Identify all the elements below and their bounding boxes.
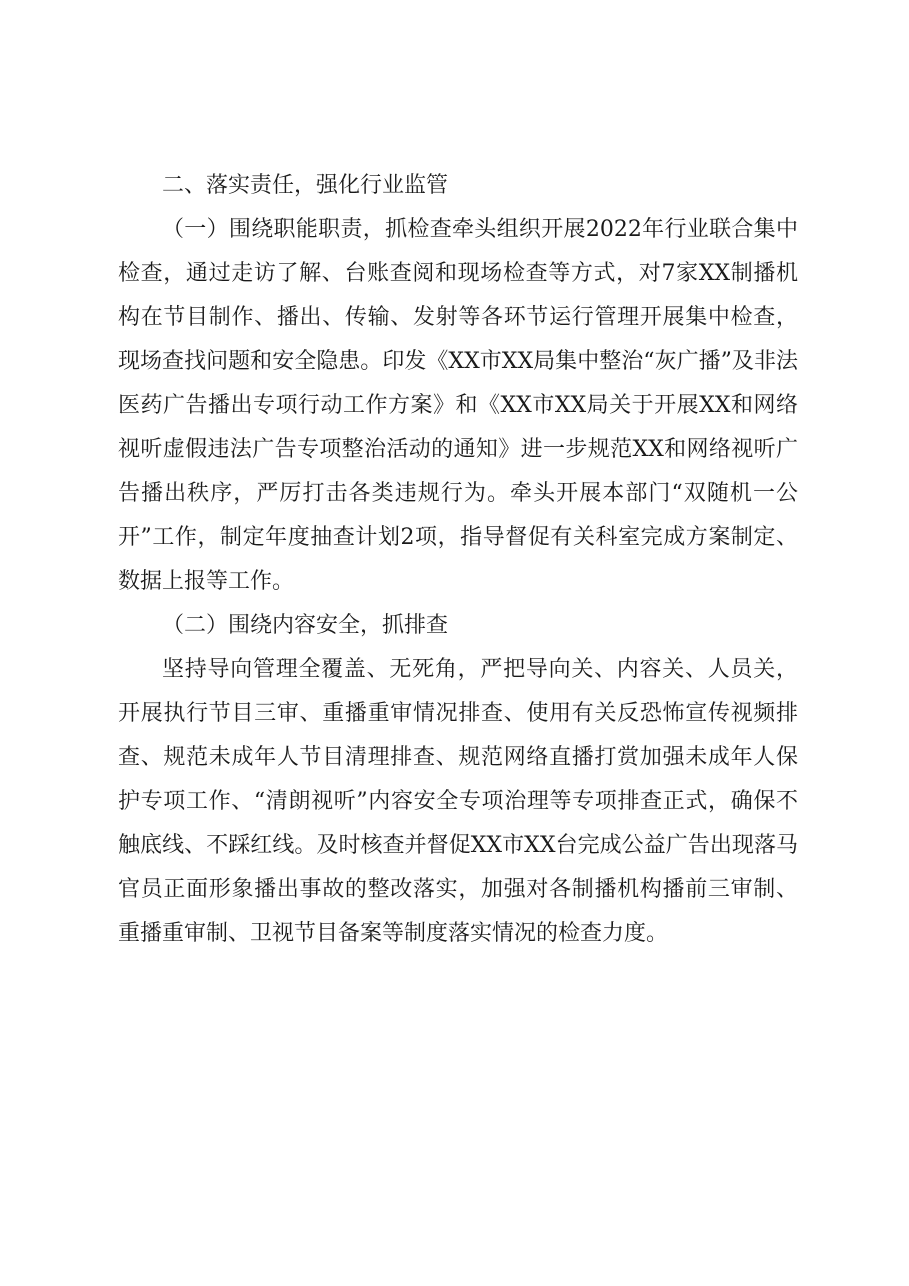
document-body xyxy=(118,164,798,956)
paragraph-content-safety: 坚持导向管理全覆盖、无死角，严把导向关、内容关、人员关，开展执行节目三审、重播重审情况排查、使用有关反恐怖宣传视频排查、规范未成年人节目清理排查、规范网络直播打赏加强未成年人保护专项工作、“清朗视听”内容安全专项治理等专项排查正式，确保不触底线、不踩红线。及时核查并督促XX市XX台完成公益广告出现落马官员正面形象播出事故的整改落实，加强对各制播机构播前三审制、重播重审制、卫视节目备案等制度落实情况的检查力度。 xyxy=(118,657,798,946)
subsection-heading: （二）围绕内容安全，抓排查 xyxy=(162,613,449,638)
section-heading: 二、落实责任，强化行业监管 xyxy=(162,173,449,198)
paragraph-inspection: （一）围绕职能职责，抓检查牵头组织开展2022年行业联合集中检查，通过走访了解、台账查阅和现场检查等方式，对7家XX制播机构在节目制作、播出、传输、发射等各环节运行管理开展集中检查，现场查找问题和安全隐患。印发《XX市XX局集中整治“灰广播”及非法医药广告播出专项行动工作方案》和《XX市XX局关于开展XX和网络视听虚假违法广告专项整治活动的通知》进一步规范XX和网络视听广告播出秩序，严厉打击各类违规行为。牵头开展本部门“双随机一公开”工作，制定年度抽查计划2项，指导督促有关科室完成方案制定、数据上报等工作。 xyxy=(118,217,798,594)
